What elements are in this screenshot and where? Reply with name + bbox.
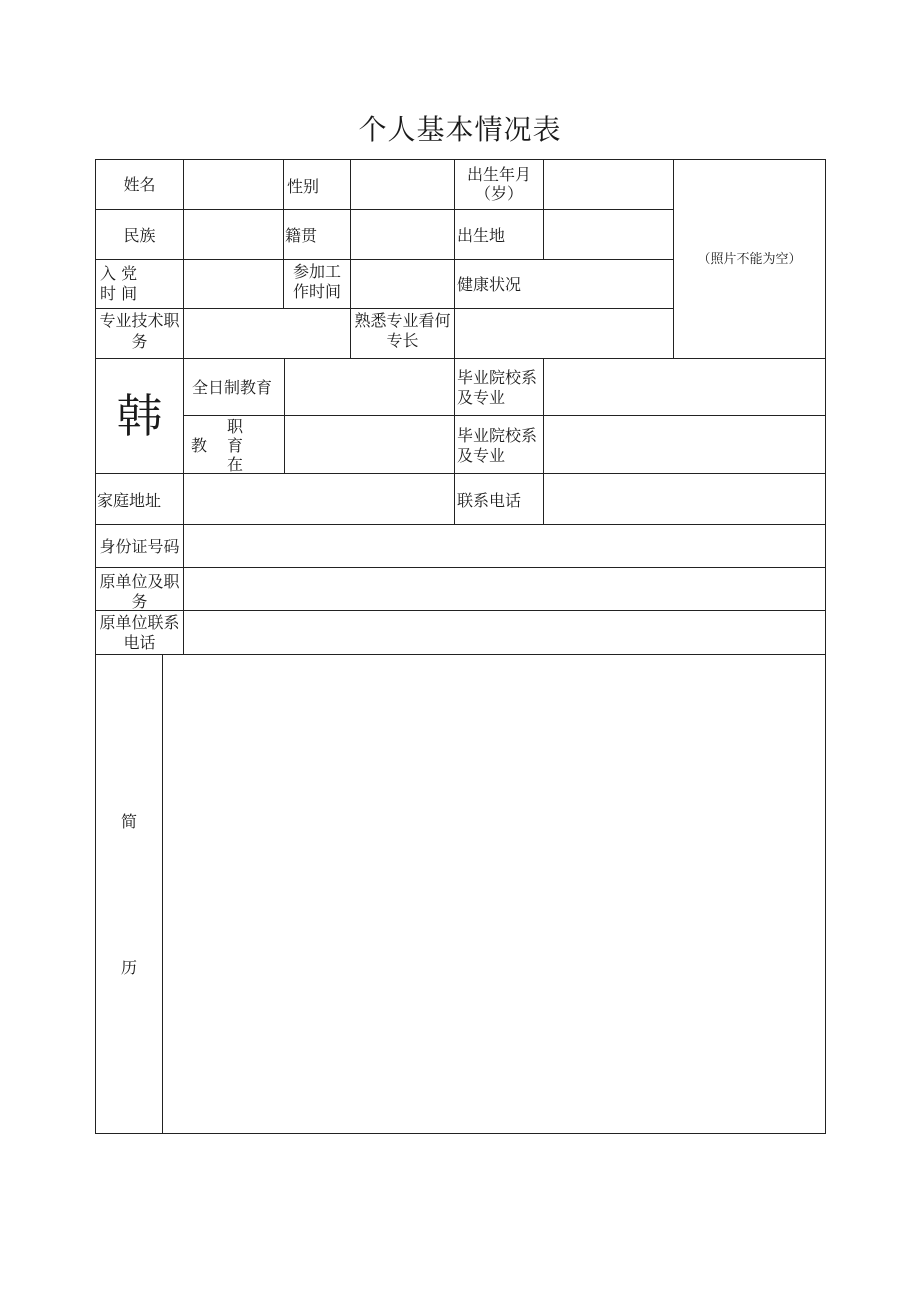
birth-month-label-line2: （岁） — [474, 184, 523, 203]
grad-school-1-label-line1: 毕业院校系 — [457, 368, 538, 387]
photo-placeholder: （照片不能为空） — [697, 252, 802, 267]
prev-unit-phone-label-line2: 电话 — [123, 633, 156, 652]
tech-title-label-line2: 务 — [131, 332, 148, 351]
party-join-label-line2: 时 间 — [100, 284, 138, 303]
native-place-label: 籍贯 — [285, 226, 318, 245]
tech-title-label-line1: 专业技术职 — [99, 311, 180, 330]
health-label: 健康状况 — [457, 275, 522, 294]
birthplace-label: 出生地 — [457, 226, 506, 245]
work-start-label-line1: 参加工 — [293, 262, 342, 281]
home-address-label: 家庭地址 — [97, 491, 162, 510]
education-label: 韩 — [116, 389, 163, 443]
prev-unit-label-line2: 务 — [131, 592, 148, 611]
phone-label: 联系电话 — [457, 491, 522, 510]
inservice-label-c: 育 — [227, 436, 244, 455]
prev-unit-phone-label-line1: 原单位联系 — [99, 613, 180, 632]
grad-school-2-label-line2: 及专业 — [457, 446, 506, 465]
fulltime-education-label: 全日制教育 — [192, 378, 273, 397]
page-title: 个人基本情况表 — [358, 113, 562, 146]
birth-month-label-line1: 出生年月 — [466, 165, 531, 184]
work-start-label-line2: 作时间 — [293, 282, 342, 301]
ethnicity-label: 民族 — [123, 226, 156, 245]
inservice-label-b: 教 — [191, 436, 208, 455]
resume-label-b: 历 — [120, 958, 137, 977]
inservice-label-a: 职 — [227, 417, 244, 436]
grad-school-1-label-line2: 及专业 — [457, 388, 506, 407]
specialty-label-line1: 熟悉专业看何 — [354, 311, 451, 330]
id-number-label: 身份证号码 — [99, 537, 180, 556]
specialty-label-line2: 专长 — [386, 331, 419, 350]
name-label: 姓名 — [123, 175, 156, 194]
party-join-label-line1: 入 党 — [100, 264, 138, 283]
gender-label: 性别 — [287, 177, 320, 196]
resume-label-a: 简 — [120, 812, 137, 831]
prev-unit-label-line1: 原单位及职 — [99, 572, 180, 591]
inservice-label-d: 在 — [227, 455, 244, 474]
grad-school-2-label-line1: 毕业院校系 — [457, 426, 538, 445]
